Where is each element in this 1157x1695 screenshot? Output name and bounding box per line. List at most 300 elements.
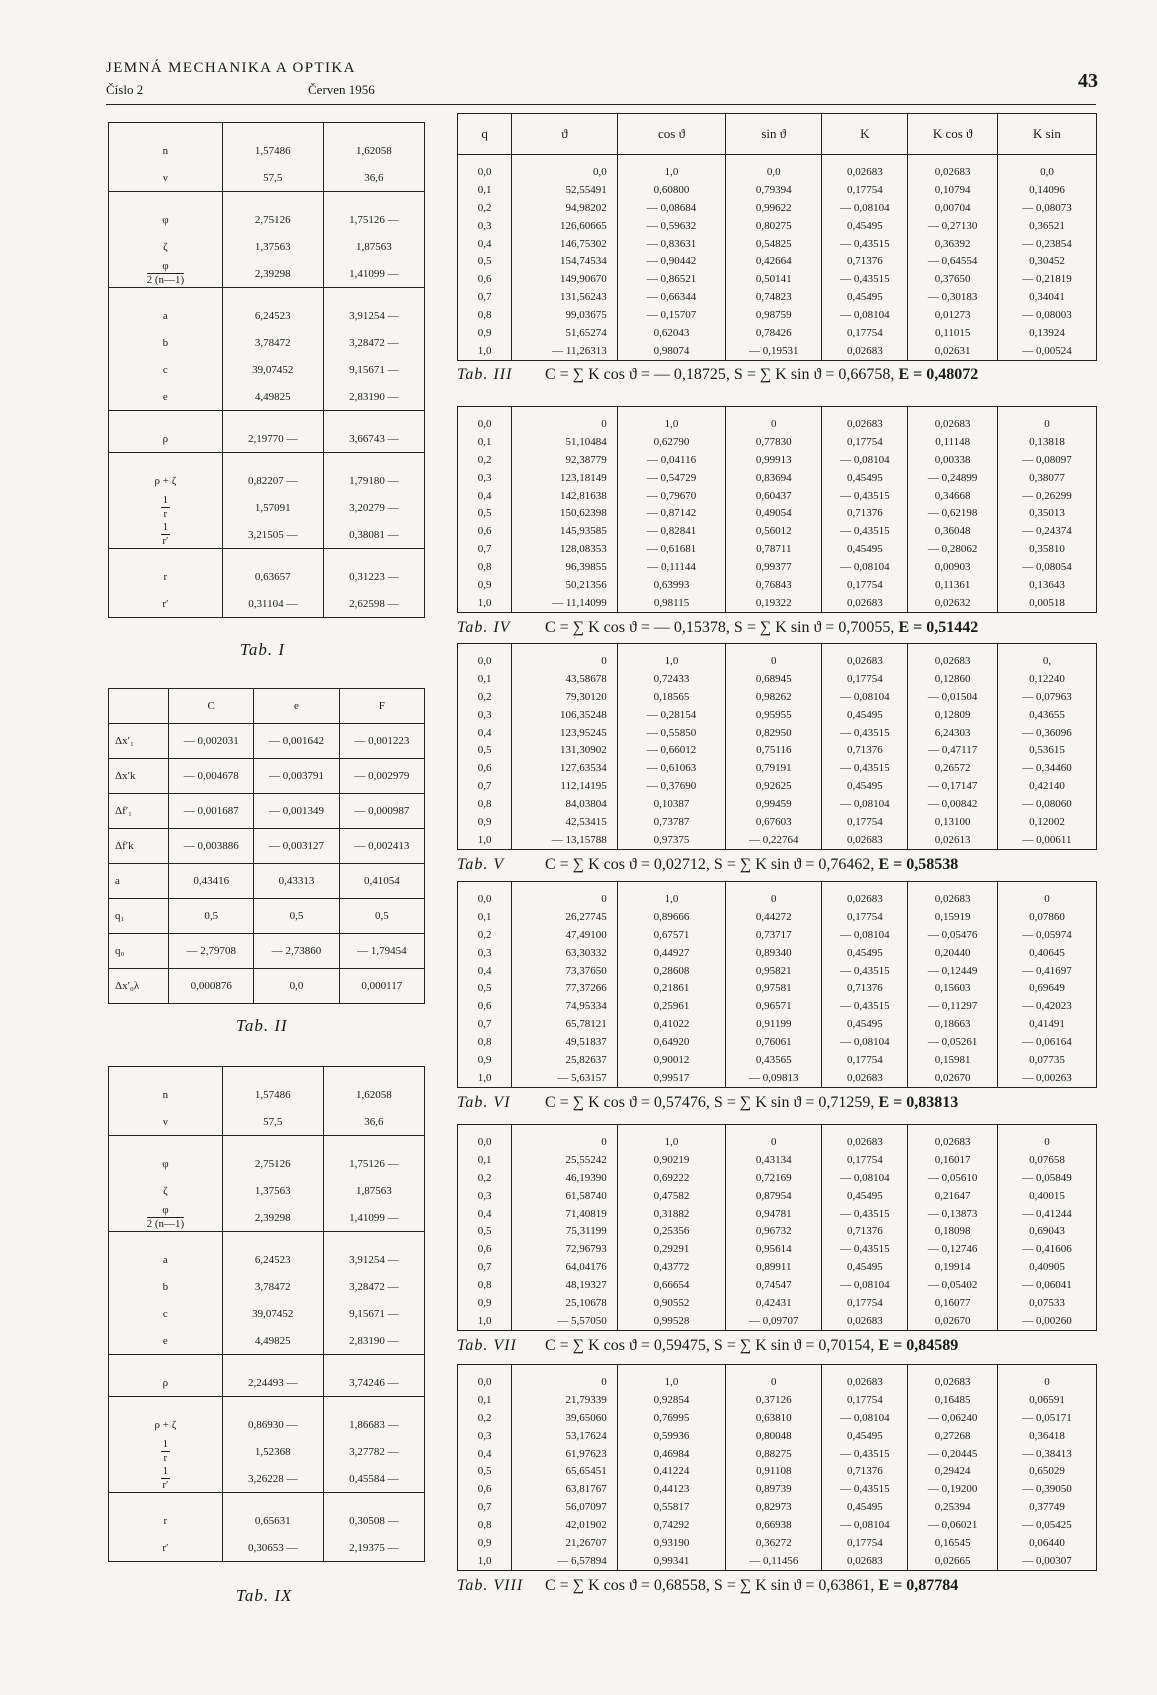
cell: — 0,43515 (822, 1205, 908, 1223)
cell: 0,2 (477, 1171, 492, 1184)
cell: 0,36392 (908, 235, 997, 253)
cell: 56,07097 (512, 1498, 617, 1516)
cell: 0,30452 (997, 252, 1096, 270)
row-label: ρ (162, 432, 169, 445)
spacer-cell (323, 549, 424, 564)
cell: — 0,00263 (997, 1069, 1096, 1087)
cell: — 0,00524 (997, 342, 1096, 360)
row-value: 1,41099 — (323, 260, 424, 288)
cell: 0,40645 (997, 944, 1096, 962)
table-row (458, 1258, 1097, 1276)
cell: 0,02683 (908, 155, 997, 181)
table-row (458, 1187, 1097, 1205)
cell: 50,21356 (512, 576, 617, 594)
cell: 0,8 (477, 1519, 492, 1532)
cell: 0,74547 (726, 1276, 822, 1294)
cell: 61,97623 (512, 1445, 617, 1463)
cell: 0,17754 (822, 433, 908, 451)
row-label: r (163, 570, 168, 583)
cell: 0,45495 (822, 777, 908, 795)
cell: 64,04176 (512, 1258, 617, 1276)
cell: 0,02683 (822, 1312, 908, 1330)
cell: 0,72433 (617, 670, 726, 688)
cell: 0,00704 (908, 199, 997, 217)
row-value: — 0,003886 (169, 829, 254, 864)
cell: 48,19327 (512, 1276, 617, 1294)
cell: 0,90012 (617, 1051, 726, 1069)
computation-grid (457, 1364, 1097, 1571)
cell: — 0,83631 (617, 235, 726, 253)
cell: 92,38779 (512, 451, 617, 469)
fraction-numerator: φ (147, 260, 185, 274)
cell: 0,79394 (726, 181, 822, 199)
cell: 1,0 (477, 1314, 492, 1327)
spacer-cell (222, 192, 323, 207)
cell: 0,99913 (726, 451, 822, 469)
row-value: 6,24523 (222, 1246, 323, 1273)
cell: 0,21647 (908, 1187, 997, 1205)
cell: 0,0 (477, 1375, 492, 1388)
equation-text: C = ∑ K cos ϑ = 0,59475, S = ∑ K sin ϑ = 0,70154, (545, 1336, 875, 1354)
fraction-numerator: 1 (162, 494, 169, 506)
fraction-label (147, 1204, 185, 1231)
row-label (109, 1438, 223, 1465)
cell: — 0,08104 (822, 1516, 908, 1534)
table-row (109, 899, 425, 934)
cell: 0,45495 (822, 1187, 908, 1205)
cell: 0,62790 (617, 433, 726, 451)
row-value: — 1,79454 (339, 934, 424, 969)
cell: 150,62398 (512, 504, 617, 522)
table-equation (457, 1577, 1099, 1595)
spacer-cell (323, 411, 424, 426)
row-value: 2,19375 — (323, 1534, 424, 1562)
equation-text: C = ∑ K cos ϑ = 0,57476, S = ∑ K sin ϑ = 0,71259, (545, 1093, 875, 1111)
spacer-cell (109, 1355, 223, 1370)
row-label: Δx′₀λ (109, 969, 169, 1004)
cell: 0,02683 (822, 831, 908, 849)
table-row (458, 1276, 1097, 1294)
cell: 0,9 (477, 578, 492, 591)
cell: 0,4 (477, 964, 492, 977)
cell: 0,19322 (726, 594, 822, 612)
cell: 0,0 (512, 155, 617, 181)
spacer-cell (323, 1493, 424, 1508)
cell: — 0,21819 (997, 270, 1096, 288)
cell: 21,79339 (512, 1391, 617, 1409)
cell: 0,1 (477, 1153, 492, 1166)
table-row (458, 594, 1097, 612)
table-row (458, 1222, 1097, 1240)
cell: 0,10387 (617, 795, 726, 813)
cell: 0,12002 (997, 813, 1096, 831)
cell: — 0,15707 (617, 306, 726, 324)
row-value: 0,30653 — (222, 1534, 323, 1562)
row-value: — 0,002413 (339, 829, 424, 864)
cell: 0,96732 (726, 1222, 822, 1240)
table-row (458, 1534, 1097, 1552)
table-row (458, 777, 1097, 795)
cell: 0,7 (477, 1018, 492, 1031)
issue-date: Červen 1956 (308, 82, 375, 97)
cell: 0,4 (477, 1447, 492, 1460)
cell: 0,78711 (726, 540, 822, 558)
group-spacer (109, 123, 425, 138)
cell: 0,99377 (726, 558, 822, 576)
cell: 99,03675 (512, 306, 617, 324)
row-value: 0,5 (169, 899, 254, 934)
table-row (109, 563, 425, 590)
cell: 0,50141 (726, 270, 822, 288)
cell: 0,02683 (822, 1125, 908, 1151)
row-value: 0,43313 (254, 864, 339, 899)
cell: 0,99459 (726, 795, 822, 813)
cell: 0,4 (477, 237, 492, 250)
cell: 0,17754 (822, 670, 908, 688)
cell: 0,71376 (822, 1222, 908, 1240)
cell: — 0,54729 (617, 469, 726, 487)
table-9 (108, 1066, 425, 1562)
row-label: Δf′k (109, 829, 169, 864)
cell: 0 (512, 882, 617, 908)
cell: 0,0 (477, 654, 492, 667)
cell: — 0,06021 (908, 1516, 997, 1534)
table-1-caption: Tab. I (240, 640, 286, 659)
spacer-cell (222, 1493, 323, 1508)
row-label: ν (162, 1115, 168, 1128)
table-row (109, 969, 425, 1004)
table-equation (457, 1094, 1099, 1112)
cell: 0,60800 (617, 181, 726, 199)
cell: 0,37749 (997, 1498, 1096, 1516)
cell: 46,19390 (512, 1169, 617, 1187)
cell: 0,42140 (997, 777, 1096, 795)
tab1-grid (108, 122, 425, 618)
row-value: 1,37563 (222, 233, 323, 260)
cell: 0,6 (477, 1243, 492, 1256)
row-value: 2,83190 — (323, 383, 424, 411)
row-value: 4,49825 (222, 1327, 323, 1355)
cell: — 0,08054 (997, 558, 1096, 576)
row-value: 1,62058 (323, 1081, 424, 1108)
table-row (458, 576, 1097, 594)
cell: 1,0 (477, 344, 492, 357)
cell: 1,0 (617, 644, 726, 670)
cell: — 0,05849 (997, 1169, 1096, 1187)
cell: 0,17754 (822, 1051, 908, 1069)
cell: 74,95334 (512, 997, 617, 1015)
row-value: — 0,004678 (169, 759, 254, 794)
row-label (109, 494, 223, 521)
table-row (458, 688, 1097, 706)
cell: — 5,57050 (512, 1312, 617, 1330)
cell: 0,18098 (908, 1222, 997, 1240)
cell: 0,35013 (997, 504, 1096, 522)
table-row (109, 1411, 425, 1438)
cell: 61,58740 (512, 1187, 617, 1205)
cell: 0,02683 (822, 155, 908, 181)
cell: 0,65029 (997, 1462, 1096, 1480)
cell: 0,72169 (726, 1169, 822, 1187)
cell: 0,17754 (822, 908, 908, 926)
table-row (458, 644, 1097, 670)
cell: 0,17754 (822, 1151, 908, 1169)
cell: — 0,79670 (617, 487, 726, 505)
spacer-cell (109, 1136, 223, 1151)
row-value: 3,91254 — (323, 1246, 424, 1273)
cell: 0,06440 (997, 1534, 1096, 1552)
group-spacer (109, 1136, 425, 1151)
cell: — 5,63157 (512, 1069, 617, 1087)
cell: — 0,19200 (908, 1480, 997, 1498)
row-label: φ (162, 213, 169, 226)
cell: 25,55242 (512, 1151, 617, 1169)
cell: — 0,30183 (908, 288, 997, 306)
cell: 71,40819 (512, 1205, 617, 1223)
table-row (458, 1205, 1097, 1223)
cell: 43,58678 (512, 670, 617, 688)
table-row (458, 451, 1097, 469)
spacer-cell (222, 453, 323, 468)
row-label: a (109, 864, 169, 899)
row-value: 0,82207 — (222, 467, 323, 494)
cell: 0,4 (477, 1207, 492, 1220)
cell: 0,36048 (908, 522, 997, 540)
computation-table (457, 1364, 1097, 1571)
table-row (458, 724, 1097, 742)
cell: 0,71376 (822, 252, 908, 270)
cell: 0,8 (477, 561, 492, 574)
cell: 0,1 (477, 435, 492, 448)
spacer-cell (323, 1397, 424, 1412)
table-row (109, 1300, 425, 1327)
row-value: 2,24493 — (222, 1369, 323, 1397)
cell: 1,0 (617, 882, 726, 908)
fraction-numerator: 1 (162, 1465, 169, 1477)
cell: 63,30332 (512, 944, 617, 962)
table-caption: Tab. III (457, 365, 513, 383)
table-row (458, 997, 1097, 1015)
table-row (109, 1273, 425, 1300)
cell: — 0,08104 (822, 558, 908, 576)
cell: — 13,15788 (512, 831, 617, 849)
cell: 26,27745 (512, 908, 617, 926)
cell: 47,49100 (512, 926, 617, 944)
cell: 0,6 (477, 525, 492, 538)
table-row (109, 1177, 425, 1204)
cell: — 0,08684 (617, 199, 726, 217)
table-caption: Tab. IV (457, 618, 511, 636)
row-label: e (162, 1334, 168, 1347)
row-label: r (163, 1514, 168, 1527)
row-value: 0,86930 — (222, 1411, 323, 1438)
cell: 146,75302 (512, 235, 617, 253)
row-value: 0,000876 (169, 969, 254, 1004)
cell: 0,41022 (617, 1015, 726, 1033)
computation-table (457, 881, 1097, 1088)
cell: 0,9 (477, 815, 492, 828)
table-row (458, 1312, 1097, 1330)
cell: — 0,86521 (617, 270, 726, 288)
cell: 79,30120 (512, 688, 617, 706)
table-row (109, 521, 425, 549)
cell: 0,45495 (822, 1015, 908, 1033)
cell: 49,51837 (512, 1033, 617, 1051)
e-value: E = 0,84589 (878, 1336, 959, 1354)
spacer-cell (109, 123, 223, 138)
cell: 0,02683 (822, 644, 908, 670)
cell: 77,37266 (512, 979, 617, 997)
cell: 0,44927 (617, 944, 726, 962)
row-value: — 0,000987 (339, 794, 424, 829)
fraction-denominator: r (163, 508, 168, 520)
fraction-numerator: φ (147, 1204, 185, 1218)
cell: 0,40015 (997, 1187, 1096, 1205)
fraction-label (147, 260, 185, 287)
cell: 0,07658 (997, 1151, 1096, 1169)
table-row (458, 1033, 1097, 1051)
row-value: 2,39298 (222, 1204, 323, 1232)
table-row (458, 1516, 1097, 1534)
spacer-cell (222, 123, 323, 138)
table-row (109, 1534, 425, 1562)
e-value: E = 0,48072 (898, 365, 979, 383)
row-value: — 0,002031 (169, 724, 254, 759)
cell: 0,40905 (997, 1258, 1096, 1276)
cell: 0,94781 (726, 1205, 822, 1223)
cell: — 0,08104 (822, 795, 908, 813)
cell: 145,93585 (512, 522, 617, 540)
cell: 0,36418 (997, 1427, 1096, 1445)
cell: — 0,36096 (997, 724, 1096, 742)
table-row (109, 206, 425, 233)
cell: — 0,08104 (822, 1169, 908, 1187)
cell: 0,98759 (726, 306, 822, 324)
cell: — 0,19531 (726, 342, 822, 360)
group-spacer (109, 1067, 425, 1082)
cell: — 0,13873 (908, 1205, 997, 1223)
cell: 0,0 (477, 165, 492, 178)
row-value: 0,41054 (339, 864, 424, 899)
cell: 0,1 (477, 910, 492, 923)
page-number: 43 (1078, 70, 1098, 92)
cell: 0,8 (477, 309, 492, 322)
spacer-cell (109, 549, 223, 564)
table-row (458, 469, 1097, 487)
cell: 126,60665 (512, 217, 617, 235)
cell: 0,71376 (822, 741, 908, 759)
cell: — 0,05425 (997, 1516, 1096, 1534)
cell: 0,17754 (822, 1391, 908, 1409)
cell: — 0,11297 (908, 997, 997, 1015)
cell: 0,67571 (617, 926, 726, 944)
cell: — 0,22764 (726, 831, 822, 849)
cell: 142,81638 (512, 487, 617, 505)
cell: 0,71376 (822, 979, 908, 997)
cell: 0,12809 (908, 706, 997, 724)
table-row (458, 306, 1097, 324)
column-header: K (822, 114, 908, 155)
e-value: E = 0,51442 (898, 618, 979, 636)
cell: 63,81767 (512, 1480, 617, 1498)
row-value: 0,0 (254, 969, 339, 1004)
row-value: 36,6 (323, 1108, 424, 1136)
group-spacer (109, 453, 425, 468)
table-row (109, 1246, 425, 1273)
cell: 0,43772 (617, 1258, 726, 1276)
cell: 0,11361 (908, 576, 997, 594)
row-label (109, 1204, 223, 1232)
cell: 112,14195 (512, 777, 617, 795)
table-row (458, 979, 1097, 997)
cell: 0,0 (726, 155, 822, 181)
cell: 0,9 (477, 1296, 492, 1309)
row-label: n (162, 144, 169, 157)
table-row (458, 270, 1097, 288)
table-row (458, 1462, 1097, 1480)
cell: 0,6 (477, 273, 492, 286)
cell: 0 (997, 1125, 1096, 1151)
row-label: r′ (162, 1541, 169, 1554)
cell: 0,56012 (726, 522, 822, 540)
cell: — 0,42023 (997, 997, 1096, 1015)
cell: — 0,62198 (908, 504, 997, 522)
fraction-numerator: 1 (162, 1438, 169, 1450)
cell: — 0,43515 (822, 1445, 908, 1463)
cell: 1,0 (617, 155, 726, 181)
row-value: — 0,001223 (339, 724, 424, 759)
cell: — 0,11456 (726, 1552, 822, 1570)
cell: — 0,09707 (726, 1312, 822, 1330)
cell: 0,90552 (617, 1294, 726, 1312)
row-label (109, 260, 223, 288)
cell: 0,91108 (726, 1462, 822, 1480)
cell: 0,66654 (617, 1276, 726, 1294)
cell: 0,98115 (617, 594, 726, 612)
cell: 0,45495 (822, 469, 908, 487)
cell: 0,2 (477, 928, 492, 941)
cell: — 0,41606 (997, 1240, 1096, 1258)
cell: 0,37126 (726, 1391, 822, 1409)
row-label: Δx′k (109, 759, 169, 794)
table-row (458, 831, 1097, 849)
spacer-cell (323, 192, 424, 207)
row-value: 0,31223 — (323, 563, 424, 590)
cell: 0,75116 (726, 741, 822, 759)
cell: 0,06591 (997, 1391, 1096, 1409)
table-row (458, 882, 1097, 908)
row-value: 3,91254 — (323, 302, 424, 329)
row-label: ρ + ζ (154, 474, 177, 487)
cell: 73,37650 (512, 962, 617, 980)
cell: 0,17754 (822, 181, 908, 199)
row-value: 1,87563 (323, 1177, 424, 1204)
table-row (109, 1108, 425, 1136)
computation-table (457, 1124, 1097, 1331)
cell: 0,18663 (908, 1015, 997, 1033)
cell: 123,95245 (512, 724, 617, 742)
cell: 0,02670 (908, 1312, 997, 1330)
table-row (458, 759, 1097, 777)
group-spacer (109, 288, 425, 303)
row-label: a (162, 309, 168, 322)
table-2 (108, 688, 425, 1004)
cell: 0 (512, 1365, 617, 1391)
row-value: 0,30508 — (323, 1507, 424, 1534)
cell: 0,64920 (617, 1033, 726, 1051)
cell: 0,97375 (617, 831, 726, 849)
cell: 106,35248 (512, 706, 617, 724)
